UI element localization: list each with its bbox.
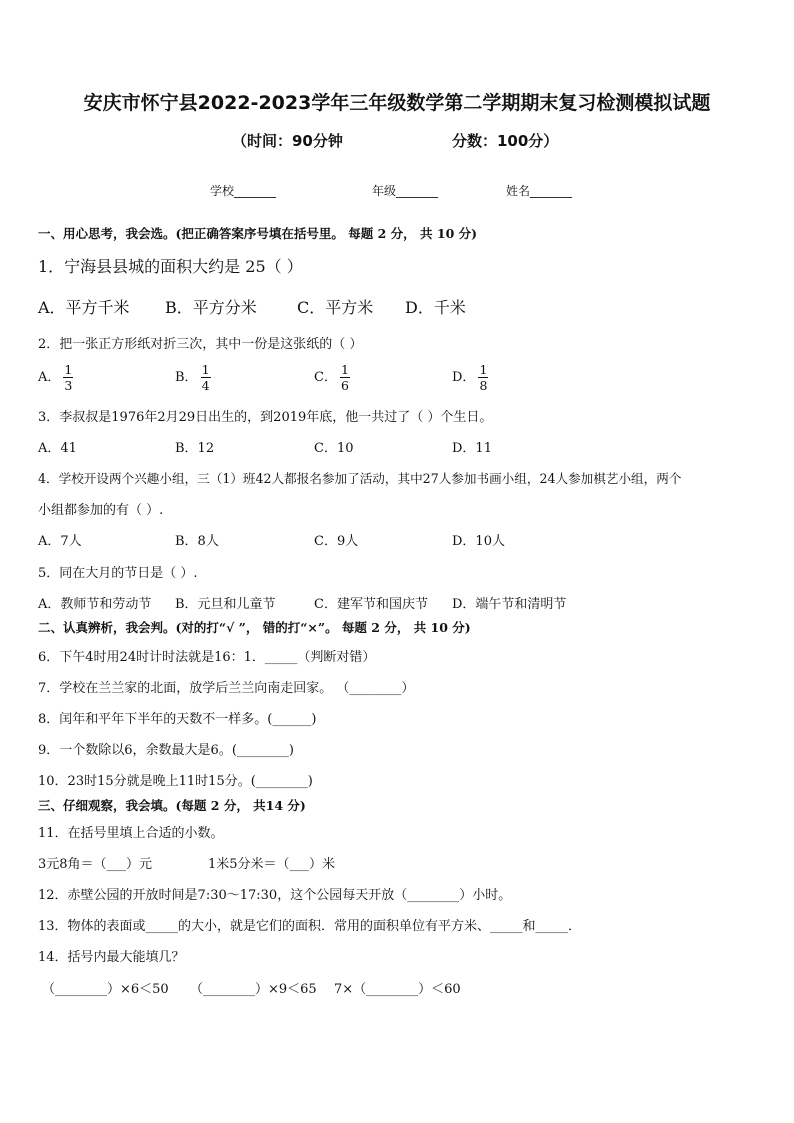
q11-part-b: 1米5分米＝（___）米 [208,857,336,872]
q1-option-a: A．平方千米 [38,298,130,317]
q2-option-c: C． $\frac{1}{6}$ [314,362,349,393]
q4-option-c: C．9人 [314,534,359,549]
fraction: $\frac{1}{8}$ [479,362,488,393]
question-2: 2．把一张正方形纸对折三次，其中一份是这张纸的（ ） [38,337,363,352]
school-field: 学校_______ [210,184,277,198]
section-2-heading: 二、认真辨析，我会判。(对的打“√ ”， 错的打“×”。 每题 2 分， 共 10 分) [38,620,471,635]
q1-option-b: B．平方分米 [165,298,257,317]
question-8: 8．闰年和平年下半年的天数不一样多。(______) [38,712,317,727]
question-4-cont: 小组都参加的有（ ）. [38,503,164,518]
question-12: 12．赤壁公园的开放时间是7:30～17:30，这个公园每天开放（________）小时。 [38,888,512,903]
question-9: 9．一个数除以6，余数最大是6。(________) [38,743,294,758]
page-title: 安庆市怀宁县2022-2023学年三年级数学第二学期期末复习检测模拟试题 [83,92,711,114]
section-1-heading: 一、用心思考，我会选。(把正确答案序号填在括号里。 每题 2 分， 共 10 分) [38,226,478,241]
q4-option-b: B．8人 [175,534,219,549]
q2-option-d: D． $\frac{1}{8}$ [452,362,488,393]
q11-part-a: 3元8角＝（___）元 [38,857,153,872]
grade-field: 年级_______ [372,184,439,198]
q5-option-a: A．教师节和劳动节 [38,597,152,612]
q4-option-a: A．7人 [38,534,82,549]
question-10: 10．23时15分就是晚上11时15分。(________) [38,774,313,789]
question-6: 6．下午4时用24时计时法就是16：1．_____（判断对错） [38,650,376,665]
fraction: $\frac{1}{6}$ [340,362,349,393]
q3-option-b: B．12 [175,441,215,456]
question-4: 4．学校开设两个兴趣小组，三（1）班42人都报名参加了活动，其中27人参加书画小组，24人参加棋艺小组，两个 [38,471,682,486]
name-field: 姓名_______ [506,184,573,198]
q1-option-d: D．千米 [405,298,466,317]
q5-option-d: D．端午节和清明节 [452,597,567,612]
q14-part-c: 7×（________）＜60 [334,982,461,997]
question-11: 11．在括号里填上合适的小数。 [38,826,224,841]
q5-option-c: C．建军节和国庆节 [314,597,428,612]
q3-option-c: C．10 [314,441,354,456]
q3-option-d: D．11 [452,441,492,456]
q4-option-d: D．10人 [452,534,505,549]
fraction: $\frac{1}{4}$ [201,362,210,393]
question-14: 14．括号内最大能填几？ [38,950,185,965]
question-13: 13．物体的表面或_____的大小，就是它们的面积．常用的面积单位有平方米、_____和_____． [38,919,582,934]
q14-part-a: （________）×6＜50 [42,982,169,997]
question-7: 7．学校在兰兰家的北面，放学后兰兰向南走回家。 （________） [38,681,415,696]
q3-option-a: A．41 [38,441,77,456]
question-5: 5．同在大月的节日是（ ）. [38,566,198,581]
q2-option-a: A． $\frac{1}{3}$ [38,362,73,393]
q1-option-c: C．平方米 [297,298,374,317]
q14-part-b: （________）×9＜65 [190,982,317,997]
exam-time: （时间：90分钟 [232,132,343,150]
q5-option-b: B．元旦和儿童节 [175,597,276,612]
question-3: 3．李叔叔是1976年2月29日出生的，到2019年底，他一共过了（ ）个生日。 [38,410,493,425]
q2-option-b: B． $\frac{1}{4}$ [175,362,210,393]
fraction: $\frac{1}{3}$ [64,362,73,393]
section-3-heading: 三、仔细观察，我会填。(每题 2 分， 共14 分) [38,798,306,813]
exam-score: 分数：100分） [452,132,559,150]
question-1: 1．宁海县县城的面积大约是 25（ ） [38,257,303,276]
